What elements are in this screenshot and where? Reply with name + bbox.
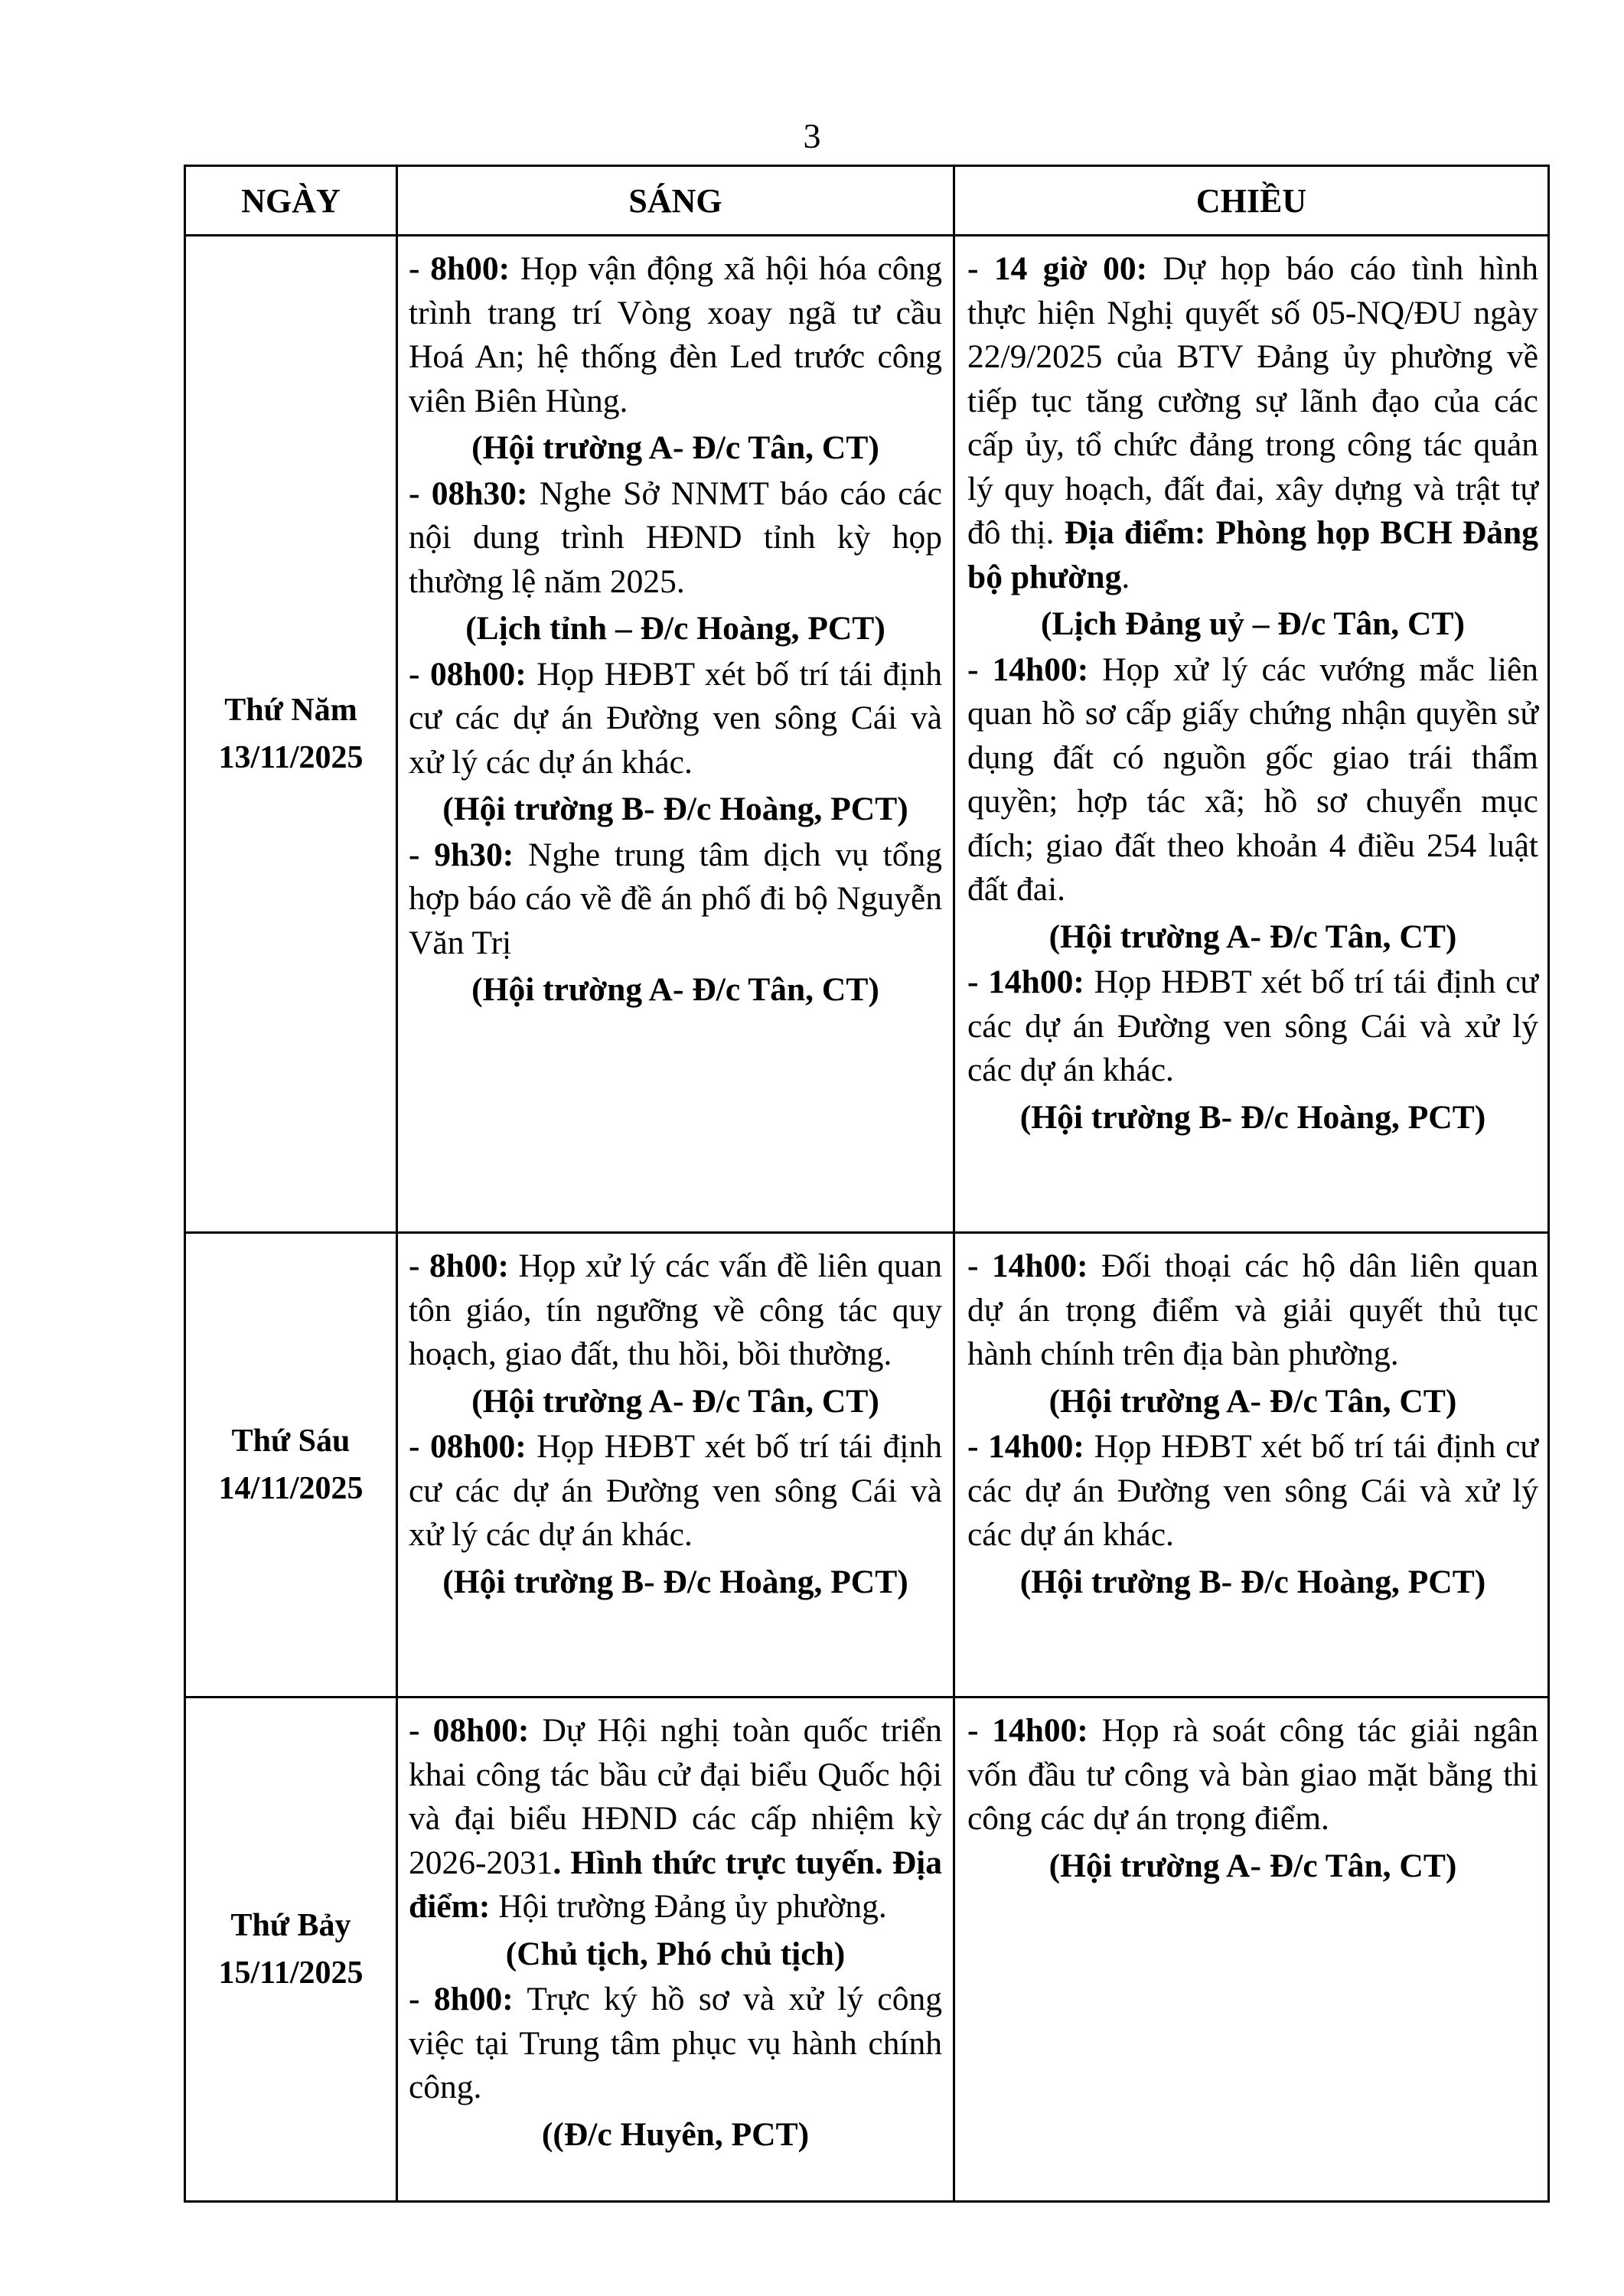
agenda-location: (Hội trường A- Đ/c Tân, CT) [1048, 1382, 1457, 1420]
agenda-time: - 9h30: [409, 836, 514, 873]
afternoon-cell [954, 236, 1549, 1233]
weekday: Thứ Sáu [231, 1424, 351, 1459]
agenda-text: Họp vận động xã hội hóa công trình trang trí Vòng xoay ngã tư cầu Hoá An; hệ thống đèn Led trước công viên Biên Hùng. [409, 250, 942, 419]
agenda-location: (Hội trường A- Đ/c Tân, CT) [471, 429, 879, 466]
agenda-location: (Hội trường B- Đ/c Hoàng, PCT) [1019, 1563, 1486, 1600]
agenda-text: Nghe trung tâm dịch vụ tổng hợp báo cáo về đề án phố đi bộ Nguyễn Văn Trị [409, 836, 942, 961]
agenda-location: (Hội trường B- Đ/c Hoàng, PCT) [442, 791, 908, 827]
page-number: 3 [803, 116, 821, 155]
agenda-text: Họp xử lý các vướng mắc liên quan hồ sơ cấp giấy chứng nhận quyền sử dụng đất có nguồn gốc giao trái thẩm quyền; hợp tác xã; hồ sơ chuyển mục đích; giao đất theo khoản 4 điều 254 luật đất đai. [967, 651, 1538, 908]
agenda-text: Họp rà soát công tác giải ngân vốn đầu tư công và bàn giao mặt bằng thi công các dự án trọng điểm. [967, 1712, 1538, 1837]
agenda-time: - 14 giờ 00: [967, 250, 1148, 287]
agenda-item [409, 247, 942, 423]
schedule-table [184, 165, 1550, 2203]
agenda-location: ((Đ/c Huyên, PCT) [541, 2115, 810, 2153]
date: 15/11/2025 [218, 1955, 364, 1991]
agenda-item [967, 648, 1538, 912]
agenda-time: - 14h00: [967, 1247, 1088, 1284]
agenda-item [409, 472, 942, 605]
agenda-item [409, 833, 942, 966]
agenda-location: (Hội trường A- Đ/c Tân, CT) [471, 1382, 879, 1420]
agenda-time: - 14h00: [967, 1428, 1084, 1465]
agenda-text: Họp HĐBT xét bố trí tái định cư các dự án Đường ven sông Cái và xử lý các dự án khác. [967, 1428, 1538, 1553]
table-row [185, 236, 1549, 1233]
date: 14/11/2025 [218, 1471, 364, 1506]
agenda-venue: Địa điểm: Phòng họp BCH Đảng bộ phường [967, 514, 1538, 595]
agenda-item [409, 1425, 942, 1557]
agenda-item [409, 653, 942, 785]
agenda-text: Họp xử lý các vấn đề liên quan tôn giáo, tín ngưỡng về công tác quy hoạch, giao đất, thu hồi, bồi thường. [409, 1247, 942, 1372]
agenda-item [409, 1709, 942, 1929]
agenda-text-tail: . [1121, 558, 1130, 595]
agenda-text: Đối thoại các hộ dân liên quan dự án trọng điểm và giải quyết thủ tục hành chính trên địa bàn phường. [967, 1247, 1539, 1372]
agenda-time: - 08h30: [409, 475, 528, 512]
agenda-venue: . Hình thức trực tuyến. Địa điểm: [409, 1844, 942, 1925]
agenda-location: (Chủ tịch, Phó chủ tịch) [505, 1935, 846, 1972]
agenda-location: (Hội trường B- Đ/c Hoàng, PCT) [1019, 1098, 1486, 1136]
weekday: Thứ Bảy [230, 1908, 351, 1943]
agenda-text: Họp HĐBT xét bố trí tái định cư các dự án Đường ven sông Cái và xử lý các dự án khác. [409, 1428, 942, 1553]
header-day: NGÀY [185, 166, 397, 236]
table-row [185, 1698, 1549, 2202]
afternoon-cell [954, 1698, 1549, 2202]
date: 13/11/2025 [218, 740, 364, 775]
agenda-text: Trực ký hồ sơ và xử lý công việc tại Trung tâm phục vụ hành chính công. [409, 1981, 942, 2105]
agenda-item [409, 1244, 942, 1377]
agenda-location: (Lịch Đảng uỷ – Đ/c Tân, CT) [1041, 605, 1465, 642]
agenda-item [967, 1425, 1538, 1557]
morning-cell [397, 236, 954, 1233]
agenda-item [967, 247, 1538, 599]
day-cell [185, 1233, 397, 1698]
agenda-location: (Hội trường A- Đ/c Tân, CT) [471, 971, 879, 1008]
morning-cell [397, 1233, 954, 1698]
agenda-time: - 14h00: [967, 964, 1084, 1000]
agenda-time: - 08h00: [409, 1712, 530, 1749]
header-morning: SÁNG [397, 166, 954, 236]
header-afternoon: CHIỀU [954, 166, 1549, 236]
agenda-time: - 08h00: [409, 1428, 527, 1465]
agenda-text: Nghe Sở NNMT báo cáo các nội dung trình HĐND tỉnh kỳ họp thường lệ năm 2025. [409, 475, 942, 600]
agenda-item [967, 1709, 1538, 1841]
morning-cell [397, 1698, 954, 2202]
agenda-time: - 08h00: [409, 655, 527, 693]
agenda-item [967, 1244, 1538, 1377]
header-row [185, 166, 1549, 236]
agenda-item [409, 1978, 942, 2110]
agenda-location: (Hội trường B- Đ/c Hoàng, PCT) [442, 1563, 908, 1600]
agenda-time: - 14h00: [967, 1712, 1088, 1749]
agenda-location: (Hội trường A- Đ/c Tân, CT) [1048, 1847, 1457, 1884]
day-cell [185, 1698, 397, 2202]
table-row [185, 1233, 1549, 1698]
agenda-location: (Hội trường A- Đ/c Tân, CT) [1048, 918, 1457, 955]
agenda-item [967, 960, 1538, 1093]
day-cell [185, 236, 397, 1233]
agenda-location: (Lịch tỉnh – Đ/c Hoàng, PCT) [465, 610, 885, 647]
agenda-text: Dự Hội nghị toàn quốc triển khai công tác bầu cử đại biểu Quốc hội và đại biểu HĐND các cấp nhiệm kỳ 2026-2031 [409, 1712, 942, 1881]
agenda-time: - 14h00: [967, 651, 1089, 688]
agenda-text: Họp HĐBT xét bố trí tái định cư các dự án Đường ven sông Cái và xử lý các dự án khác. [409, 655, 942, 781]
agenda-time: - 8h00: [409, 250, 510, 287]
agenda-text: Họp HĐBT xét bố trí tái định cư các dự án Đường ven sông Cái và xử lý các dự án khác. [967, 964, 1538, 1088]
weekday: Thứ Năm [224, 693, 357, 728]
agenda-text-tail: Hội trường Đảng ủy phường. [490, 1888, 887, 1925]
agenda-time: - 8h00: [409, 1247, 509, 1284]
agenda-time: - 8h00: [409, 1981, 514, 2017]
afternoon-cell [954, 1233, 1549, 1698]
agenda-text: Dự họp báo cáo tình hình thực hiện Nghị quyết số 05-NQ/ĐU ngày 22/9/2025 của BTV Đảng ủy phường về tiếp tục tăng cường sự lãnh đạo của các cấp ủy, tổ chức đảng trong công tác quản lý quy hoạch, đất đai, xây dựng và trật tự đô thị. [967, 250, 1538, 551]
